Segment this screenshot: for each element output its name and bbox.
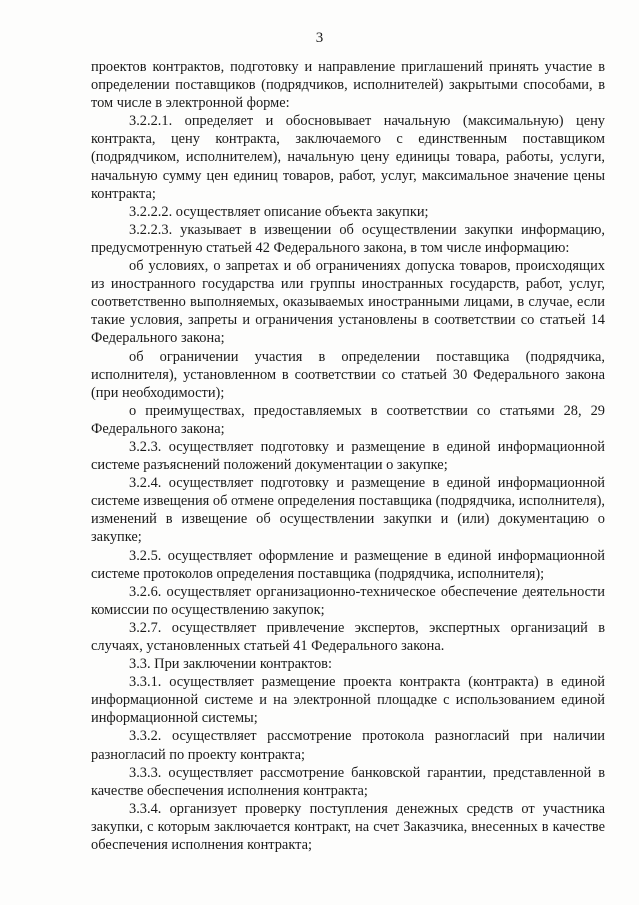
paragraph: 3.2.5. осуществляет оформление и размещение в единой информационной системе протоколов определения поставщика (подрядчика, исполнителя); [91,547,605,582]
document-body [91,58,605,854]
paragraph: 3.2.2.2. осуществляет описание объекта закупки; [129,203,429,220]
paragraph: 3.3.2. осуществляет рассмотрение протокола разногласий при наличии разногласий по проекту контракта; [91,728,605,763]
paragraph: 3.2.6. осуществляет организационно-техническое обеспечение деятельности комиссии по осуществлению закупок; [91,583,605,618]
paragraph: 3.3.1. осуществляет размещение проекта контракта (контракта) в единой информационной системе и на электронной площадке с использованием единой информационной системы; [91,674,605,727]
page-number: 3 [315,30,324,46]
paragraph: 3.2.4. осуществляет подготовку и размещение в единой информационной системе извещения об отмене определения поставщика (подрядчика, исполнителя), изменений в извещение об осуществлении закупки и (или) документацию о закупке; [91,475,605,546]
paragraph: об ограничении участия в определении поставщика (подрядчика, исполнителя), установленном в соответствии со статьей 30 Федерального закона (при необходимости); [91,348,605,401]
paragraph: о преимуществах, предоставляемых в соответствии со статьями 28, 29 Федерального закона; [91,402,605,437]
paragraph: 3.2.3. осуществляет подготовку и размещение в единой информационной системе разъяснений положений документации о закупке; [91,438,605,474]
paragraph: 3.3. При заключении контрактов: [129,656,332,673]
paragraph: об условиях, о запретах и об ограничениях допуска товаров, происходящих из иностранного государства или группы иностранных государств, работ, услуг, соответственно выполняемых, оказываемых иностранными лицами, в случае, если такие условия, запреты и ограничения установлены в соответствии со статьей 14 Федерального закона; [91,258,605,347]
paragraph: 3.3.3. осуществляет рассмотрение банковской гарантии, представленной в качестве обеспечения исполнения контракта; [91,764,605,799]
paragraph: проектов контрактов, подготовку и направление приглашений принять участие в определении поставщиков (подрядчиков, исполнителей) закрытыми способами, в том числе в электронной форме: [91,59,605,112]
paragraph: 3.2.2.1. определяет и обосновывает начальную (максимальную) цену контракта, цену контракта, заключаемого с единственным поставщиком (подрядчиком, исполнителем), начальную цену единицы товара, работы, услуги, начальную сумму цен единиц товаров, работ, услуг, максимальное значение цены контракта; [91,113,605,202]
paragraph: 3.3.4. организует проверку поступления денежных средств от участника закупки, с которым заключается контракт, на счет Заказчика, внесенных в качестве обеспечения исполнения контракта; [91,800,605,854]
paragraph: 3.2.7. осуществляет привлечение экспертов, экспертных организаций в случаях, установленных статьей 41 Федерального закона. [91,619,605,654]
paragraph: 3.2.2.3. указывает в извещении об осуществлении закупки информацию, предусмотренную статьей 42 Федерального закона, в том числе информацию: [91,221,605,256]
